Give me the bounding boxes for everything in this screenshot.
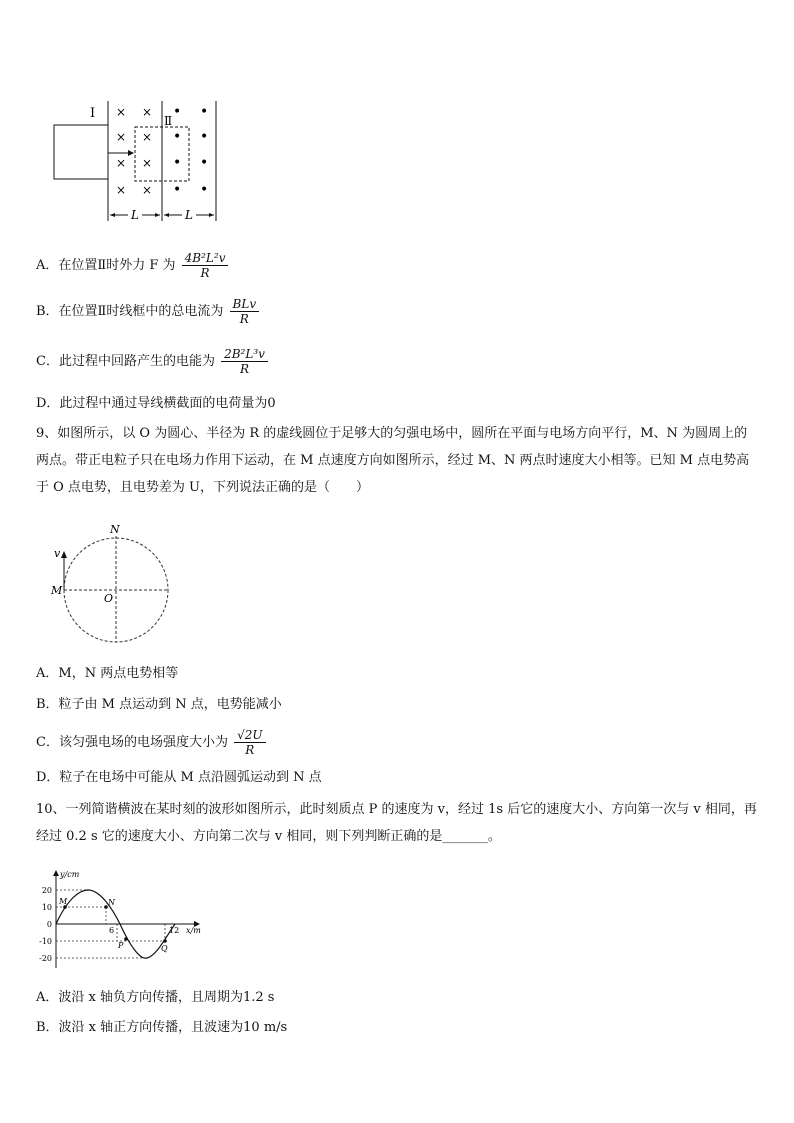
svg-text:O: O bbox=[104, 592, 114, 605]
q8-option-b: B．在位置Ⅱ时线框中的总电流为 $\frac{\text{BLv}}{R}$ bbox=[36, 297, 259, 326]
svg-text:M: M bbox=[59, 897, 68, 906]
svg-text:20: 20 bbox=[41, 886, 52, 895]
q10-option-b: B．波沿 x 轴正方向传播，且波速为10 m/s bbox=[36, 1020, 288, 1035]
svg-text:×: × bbox=[116, 105, 127, 119]
svg-text:•: • bbox=[200, 182, 209, 198]
svg-text:P: P bbox=[118, 941, 124, 950]
q8-option-a: A．在位置Ⅱ时外力 F 为 $\frac{\text{4B²L²v}}{R}$ bbox=[36, 251, 228, 280]
q9-option-a: A．M，N 两点电势相等 bbox=[36, 666, 179, 681]
q8-option-d: D．此过程中通过导线横截面的电荷量为0 bbox=[36, 396, 276, 411]
q10-stem: 10、一列简谐横波在某时刻的波形如图所示，此时刻质点 P 的速度为 v，经过 1s 后它的速度大小、方向第一次与 v 相同，再经过 0.2 s 它的速度大小、方向第二次与 v 相同，则下列判断正确的是_______。 bbox=[36, 802, 757, 844]
svg-text:0: 0 bbox=[46, 920, 52, 929]
q9-option-c: C．该匀强电场的电场强度大小为 $\frac{√2U}{R}$ bbox=[36, 728, 266, 757]
svg-text:10: 10 bbox=[41, 903, 52, 912]
svg-text:6: 6 bbox=[109, 926, 115, 935]
svg-text:×: × bbox=[116, 156, 127, 170]
svg-text:×: × bbox=[142, 105, 153, 119]
region-ii-label: Ⅱ bbox=[164, 114, 173, 128]
svg-text:Q: Q bbox=[161, 944, 168, 953]
svg-text:•: • bbox=[200, 104, 209, 120]
q9-option-b: B．粒子由 M 点运动到 N 点，电势能减小 bbox=[36, 697, 282, 712]
field-in-marks bbox=[116, 105, 152, 197]
square-coil bbox=[54, 125, 108, 179]
svg-text:N: N bbox=[108, 898, 115, 907]
dimension-marks bbox=[108, 207, 216, 221]
q10-option-a: A．波沿 x 轴负方向传播，且周期为1.2 s bbox=[36, 990, 275, 1005]
svg-text:•: • bbox=[200, 155, 209, 171]
svg-text:-10: -10 bbox=[39, 937, 52, 946]
svg-text:•: • bbox=[173, 182, 182, 198]
svg-text:•: • bbox=[173, 155, 182, 171]
svg-text:v: v bbox=[54, 547, 61, 560]
q9-option-d: D．粒子在电场中可能从 M 点沿圆弧运动到 N 点 bbox=[36, 770, 322, 785]
svg-text:y/cm: y/cm bbox=[60, 870, 80, 879]
dim-label-left: L bbox=[131, 208, 139, 222]
circle-field-figure bbox=[48, 522, 173, 647]
coil-field-figure bbox=[50, 95, 230, 225]
svg-text:•: • bbox=[200, 129, 209, 145]
svg-text:12: 12 bbox=[169, 926, 180, 935]
svg-text:M: M bbox=[51, 584, 63, 597]
svg-text:N: N bbox=[110, 523, 120, 536]
svg-text:×: × bbox=[116, 130, 127, 144]
q8-option-c: C．此过程中回路产生的电能为 $\frac{\text{2B²L³v}}{R}$ bbox=[36, 347, 268, 376]
svg-text:•: • bbox=[173, 129, 182, 145]
wave-figure bbox=[30, 868, 210, 973]
svg-text:•: • bbox=[173, 104, 182, 120]
svg-text:×: × bbox=[142, 183, 153, 197]
svg-text:×: × bbox=[142, 156, 153, 170]
region-i-label: Ⅰ bbox=[90, 106, 96, 121]
svg-text:×: × bbox=[116, 183, 127, 197]
svg-text:x/m: x/m bbox=[186, 926, 201, 935]
svg-text:×: × bbox=[142, 130, 153, 144]
svg-text:-20: -20 bbox=[39, 954, 52, 963]
field-out-marks bbox=[173, 104, 208, 198]
dim-label-right: L bbox=[185, 208, 193, 222]
q9-stem: 9、如图所示，以 O 为圆心、半径为 R 的虚线圆位于足够大的匀强电场中，圆所在平面与电场方向平行，M、N 为圆周上的两点。带正电粒子只在电场力作用下运动，在 M 点速度方向如图所示，经过 M、N 两点时速度大小相等。已知 M 点电势高于 O 点电势，且电势差为 U，下列说法正确的是（ ） bbox=[36, 426, 750, 495]
